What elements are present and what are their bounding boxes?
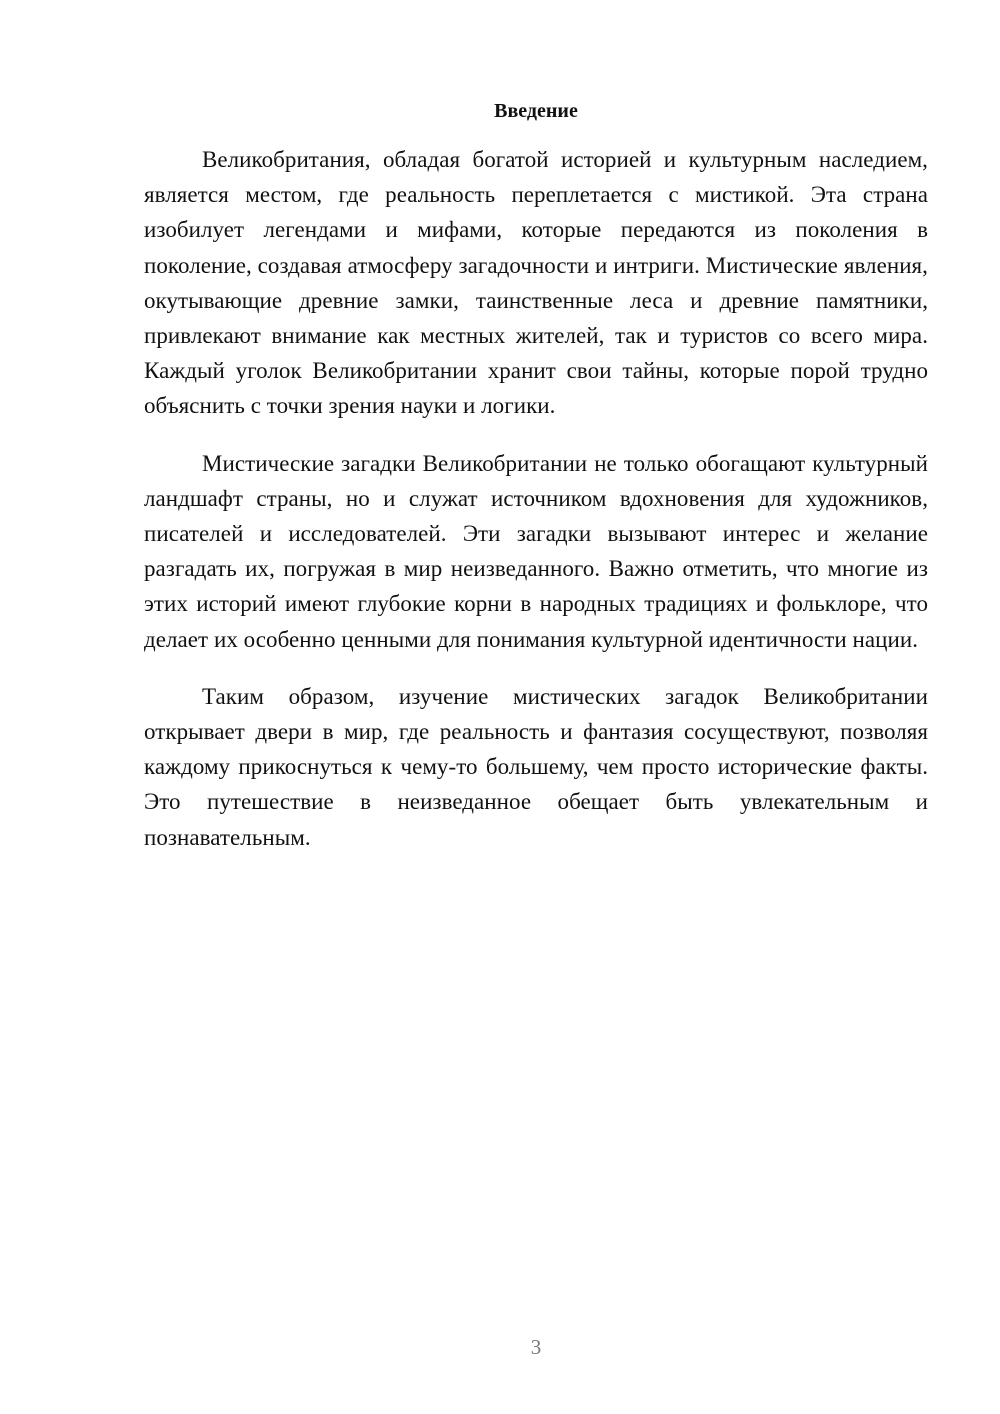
page-number: 3	[530, 1335, 542, 1359]
document-body	[144, 142, 928, 877]
paragraph-1: Великобритания, обладая богатой историей и культурным наследием, является местом, где реальность переплетается с мистикой. Эта страна изобилует легендами и мифами, которые передаются из поколения в поколение, создавая атмосферу загадочности и интриги. Мистические явления, окутывающие древние замки, таинственные леса и древние памятники, привлекают внимание как местных жителей, так и туристов со всего мира. Каждый уголок Великобритании хранит свои тайны, которые порой трудно объяснить с точки зрения науки и логики.	[144, 147, 928, 419]
paragraph-3: Таким образом, изучение мистических загадок Великобритании открывает двери в мир, где реальность и фантазия сосуществуют, позволяя каждому прикоснуться к чему-то большему, чем просто исторические факты. Это путешествие в неизведанное обещает быть увлекательным и познавательным.	[144, 683, 928, 850]
section-title: Введение	[494, 100, 578, 122]
paragraph-2: Мистические загадки Великобритании не только обогащают культурный ландшафт страны, но и служат источником вдохновения для художников, писателей и исследователей. Эти загадки вызывают интерес и желание разгадать их, погружая в мир неизведанного. Важно отметить, что многие из этих историй имеют глубокие корни в народных традициях и фольклоре, что делает их особенно ценными для понимания культурной идентичности нации.	[144, 450, 928, 652]
